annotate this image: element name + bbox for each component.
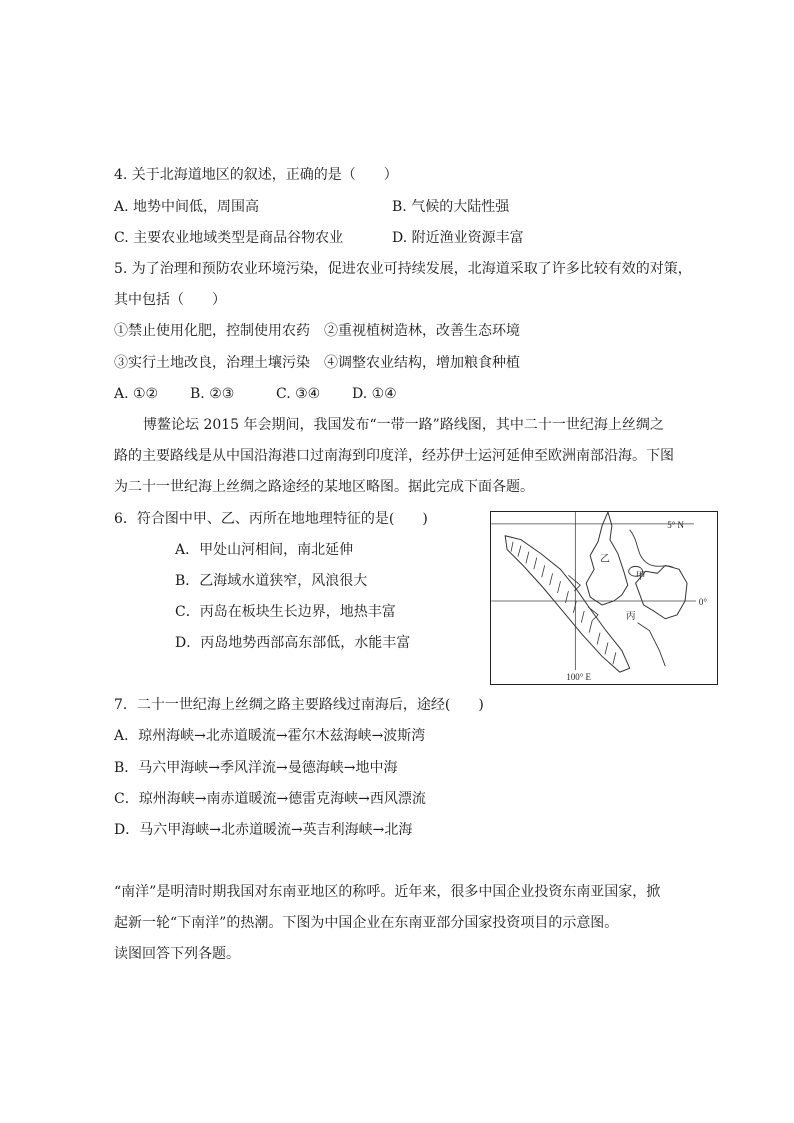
lat-label-5n: 5° N <box>667 519 684 530</box>
passage2-line3: 读图回答下列各题。 <box>114 946 240 962</box>
sumatra-outline <box>505 536 630 672</box>
q4-option-a: A. 地势中间低，周围高 <box>114 199 260 215</box>
passage1-line3: 为二十一世纪海上丝绸之路途经的某地区略图。据此完成下面各题。 <box>114 479 534 495</box>
q7-option-b: B．马六甲海峡→季风洋流→曼德海峡→地中海 <box>114 760 398 776</box>
q4-option-d: D. 附近渔业资源丰富 <box>392 230 524 246</box>
q5-option-b: B. ②③ <box>190 386 235 402</box>
q6-stem: 6．符合图中甲、乙、丙所在地地理特征的是( ) <box>114 511 428 527</box>
q5-option-a: A. ①② <box>114 386 159 402</box>
q5-option-c: C. ③④ <box>276 386 321 402</box>
q6-option-b: B．乙海域水道狭窄，风浪很大 <box>175 573 368 589</box>
region-map-svg <box>491 512 717 684</box>
q7-option-a: A．琼州海峡→北赤道暖流→霍尔木兹海峡→波斯湾 <box>114 728 426 744</box>
east-coast-line <box>638 623 666 666</box>
lon-label-100e: 100° E <box>566 672 591 683</box>
passage2-line2: 起新一轮“下南洋”的热潮。下图为中国企业在东南亚部分国家投资项目的示意图。 <box>114 915 619 931</box>
q5-items-3-4: ③实行土地改良，治理土壤污染 ④调整农业结构，增加粮食种植 <box>114 355 520 371</box>
passage2-line1: “南洋”是明清时期我国对东南亚地区的称呼。近年来，很多中国企业投资东南亚国家，掀 <box>114 884 661 900</box>
lat-label-equator: 0° <box>698 596 707 607</box>
q6-option-d: D．丙岛地势西部高东部低，水能丰富 <box>175 635 411 651</box>
q5-items-1-2: ①禁止使用化肥，控制使用农药 ②重视植树造林，改善生态环境 <box>114 323 520 339</box>
q4-option-b: B. 气候的大陆性强 <box>392 199 510 215</box>
q7-stem: 7．二十一世纪海上丝绸之路主要路线过南海后，途经( ) <box>114 697 484 713</box>
q7-option-c: C．琼州海峡→南赤道暖流→德雷克海峡→西风漂流 <box>114 791 426 807</box>
label-bing: 丙 <box>625 610 636 622</box>
q5-stem-line2: 其中包括（ ） <box>114 292 226 308</box>
q4-stem: 4. 关于北海道地区的叙述，正确的是（ ） <box>114 167 398 183</box>
label-jia: 甲 <box>635 571 646 583</box>
q7-option-d: D．马六甲海峡→北赤道暖流→英吉利海峡→北海 <box>114 822 413 838</box>
q6-option-a: A．甲处山河相间，南北延伸 <box>175 542 354 558</box>
q5-stem-line1: 5. 为了治理和预防农业环境污染，促进农业可持续发展，北海道采取了许多比较有效的对策， <box>114 261 692 277</box>
river-line <box>630 530 673 568</box>
passage1-line2: 路的主要路线是从中国沿海港口过南海到印度洋，经苏伊士运河延伸至欧洲南部沿海。下图 <box>114 448 674 464</box>
region-map <box>490 511 718 685</box>
passage1-line1: 博鳌论坛 2015 年会期间，我国发布“一带一路”路线图，其中二十一世纪海上丝绸之 <box>143 417 664 433</box>
label-yi: 乙 <box>600 553 610 565</box>
q5-option-d: D. ①④ <box>352 386 397 402</box>
q6-option-c: C．丙岛在板块生长边界，地热丰富 <box>175 604 396 620</box>
q5-options <box>114 384 397 404</box>
q4-option-c: C. 主要农业地域类型是商品谷物农业 <box>114 230 344 246</box>
